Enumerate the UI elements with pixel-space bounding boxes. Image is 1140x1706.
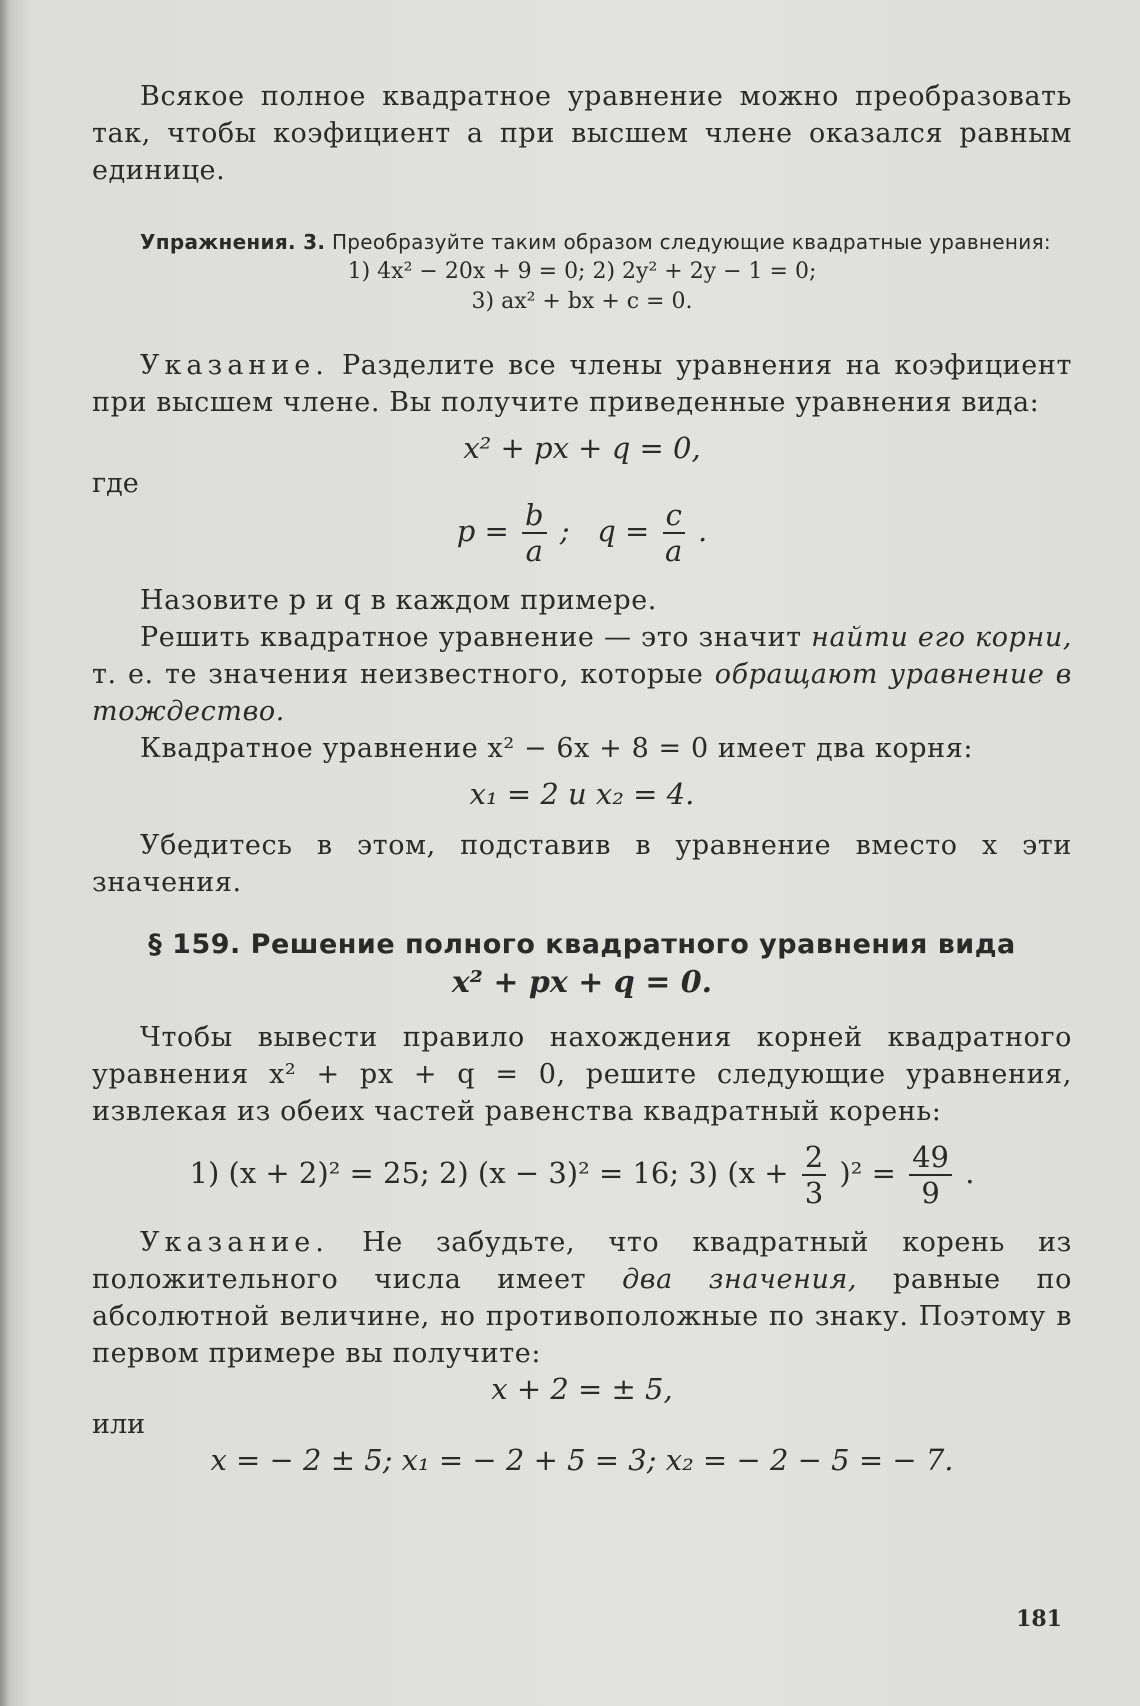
- solve-text-b: т. е. те значения неизвестного, которые: [92, 659, 704, 690]
- hint-paragraph-1: [92, 347, 1072, 421]
- q-label: q =: [597, 514, 650, 548]
- solve-text-a: Решить квадратное уравнение — это значит: [140, 622, 802, 653]
- where-label: где: [92, 468, 139, 499]
- fraction-numerator: 49: [909, 1140, 952, 1176]
- fraction-denominator: a: [665, 534, 683, 568]
- equation-roots: x₁ = 2 и x₂ = 4.: [469, 777, 695, 811]
- exercise-label: Упражнения. 3.: [140, 230, 326, 254]
- paragraph-check: Убедитесь в этом, подставив в уравнение вместо x эти значения.: [92, 830, 1072, 898]
- hint-text-b: равные по абсолютной величине, но противоположные по знаку. Поэтому в первом примере вы получите:: [92, 1264, 1072, 1369]
- fraction-numerator: 2: [802, 1140, 826, 1176]
- exercise-paragraph: [92, 227, 1072, 257]
- fraction-b-over-a: [522, 498, 547, 568]
- fraction-denominator: a: [525, 534, 543, 568]
- exercise-text: Преобразуйте таким образом следующие квадратные уравнения:: [331, 230, 1051, 254]
- fraction-c-over-a: [663, 498, 685, 568]
- hint-emphasis: два значения,: [622, 1264, 858, 1295]
- example-3-middle: )² =: [839, 1156, 896, 1190]
- paragraph-solve-definition: [92, 619, 1072, 730]
- hint-text-a: Не забудьте, что квадратный корень из положительного числа имеет: [92, 1227, 1072, 1295]
- example-3-left: (x +: [727, 1156, 789, 1190]
- fraction-49-over-9: [909, 1140, 952, 1210]
- equation-pq: [92, 498, 1072, 568]
- p-label: p =: [456, 514, 509, 548]
- fraction-denominator: 9: [921, 1176, 940, 1210]
- hint-label: Указание.: [140, 350, 329, 381]
- paragraph-example: Квадратное уравнение x² − 6x + 8 = 0 имеет два корня:: [140, 733, 974, 764]
- exercise-equations-line2: 3) ax² + bx + c = 0.: [471, 289, 693, 314]
- section-heading: § 159. Решение полного квадратного уравнения вида: [148, 929, 1016, 960]
- equation-examples: [92, 1140, 1072, 1210]
- fraction-numerator: c: [663, 498, 685, 534]
- equation-plus-minus: x + 2 = ± 5,: [491, 1372, 673, 1406]
- fraction-numerator: b: [522, 498, 547, 534]
- equation-final: x = − 2 ± 5; x₁ = − 2 + 5 = 3; x₂ = − 2 − 5 = − 7.: [210, 1443, 954, 1477]
- solve-emphasis-2: обращают уравнение в тождество.: [92, 659, 1072, 727]
- hint-text: Разделите все члены уравнения на коэфициент при высшем члене. Вы получите приведенные уравнения вида:: [92, 350, 1072, 418]
- fraction-two-thirds: [802, 1140, 826, 1210]
- period: .: [965, 1156, 975, 1190]
- fraction-denominator: 3: [804, 1176, 824, 1210]
- paragraph-name-pq: Назовите p и q в каждом примере.: [140, 585, 657, 616]
- hint-label: Указание.: [140, 1227, 329, 1258]
- hint-paragraph-2: [92, 1224, 1072, 1372]
- paragraph-derive: Чтобы вывести правило нахождения корней квадратного уравнения x² + px + q = 0, решите следующие уравнения, извлекая из обеих частей равенства квадратный корень:: [92, 1022, 1072, 1127]
- page-number: 181: [1016, 1606, 1062, 1632]
- page-content: [92, 78, 1072, 1477]
- period: .: [698, 514, 708, 548]
- exercise-equations-line1: 1) 4x² − 20x + 9 = 0; 2) 2y² + 2y − 1 = 0;: [347, 259, 817, 284]
- section-heading-formula: x² + px + q = 0.: [451, 965, 713, 1000]
- examples-part-1-2: 1) (x + 2)² = 25; 2) (x − 3)² = 16; 3): [189, 1156, 728, 1190]
- or-label: или: [92, 1409, 146, 1440]
- solve-emphasis-1: найти его корни,: [811, 622, 1073, 653]
- paragraph-intro: Всякое полное квадратное уравнение можно преобразовать так, чтобы коэфициент a при высшем члене оказался равным единице.: [92, 81, 1072, 186]
- equation-reduced: x² + px + q = 0,: [463, 431, 701, 465]
- separator: ;: [559, 514, 570, 548]
